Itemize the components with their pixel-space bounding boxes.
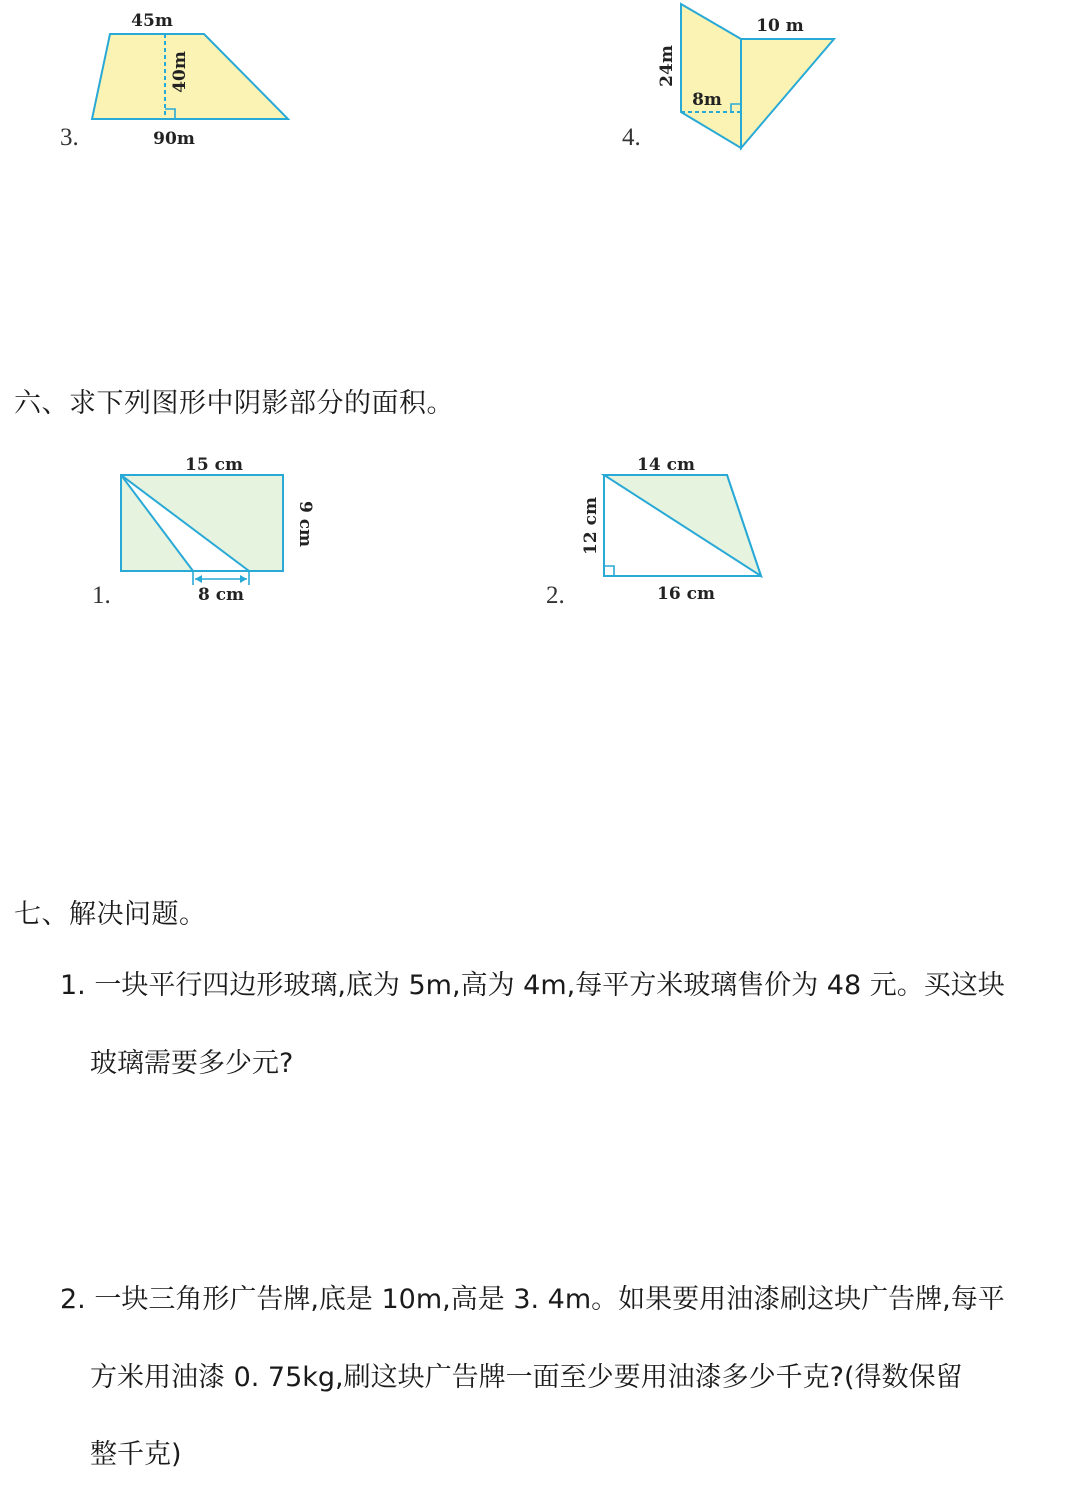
figure-3-height-label: 40m xyxy=(170,51,190,93)
section-6-heading: 六、求下列图形中阴影部分的面积。 xyxy=(14,388,454,419)
problem-2-line-3: 整千克) xyxy=(90,1439,182,1470)
figure-4-triangles xyxy=(0,0,900,160)
figure-3-top-label: 45m xyxy=(131,11,173,31)
figure-3-bottom-label: 90m xyxy=(153,129,195,149)
shaded-figure-1-top-label: 15 cm xyxy=(185,455,243,475)
shaded-figure-2-bottom-label: 16 cm xyxy=(657,584,715,604)
shaded-figure-1-right-label: 9 cm xyxy=(295,500,315,548)
problem-2-line-2: 方米用油漆 0. 75kg,刷这块广告牌一面至少要用油漆多少千克?(得数保留 xyxy=(90,1362,963,1393)
figure-3-number: 3. xyxy=(60,124,79,151)
section-7-heading: 七、解决问题。 xyxy=(14,899,207,930)
shaded-figure-1-number: 1. xyxy=(92,582,111,609)
problem-2-line-1: 2. 一块三角形广告牌,底是 10m,高是 3. 4m。如果要用油漆刷这块广告牌,每平 xyxy=(60,1284,1005,1315)
figure-4-top-label: 10 m xyxy=(756,16,804,36)
problem-1-line-2: 玻璃需要多少元? xyxy=(90,1048,294,1079)
shaded-figure-2-left-label: 12 cm xyxy=(581,497,601,555)
shaded-figure-2-number: 2. xyxy=(546,582,565,609)
figure-4-side-label: 24m xyxy=(657,45,677,87)
figure-4-number: 4. xyxy=(622,124,641,151)
shaded-figure-1-bottom-label: 8 cm xyxy=(197,585,245,605)
figure-4-inner-label: 8m xyxy=(692,90,722,110)
shaded-figure-2-top-label: 14 cm xyxy=(637,455,695,475)
problem-1-line-1: 1. 一块平行四边形玻璃,底为 5m,高为 4m,每平方米玻璃售价为 48 元。买这块 xyxy=(60,970,1005,1001)
shaded-figure-2 xyxy=(0,440,800,620)
